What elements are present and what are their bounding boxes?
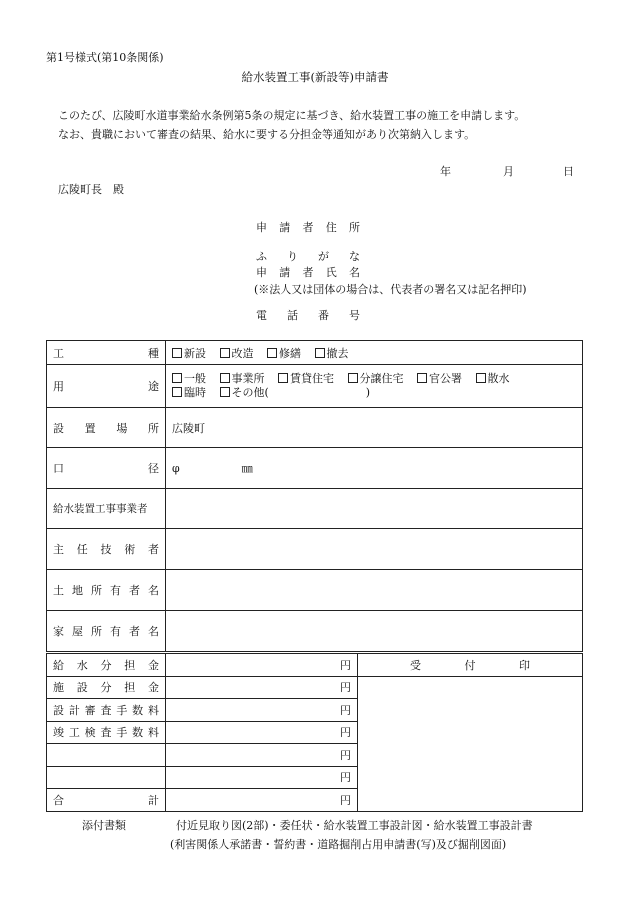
date-day: 日 bbox=[563, 165, 574, 178]
row-use: 用 途 一般 事業所 賃貸住宅 分譲住宅 官公署 散水 臨時 その他( ) bbox=[47, 365, 583, 408]
fee-amount[interactable]: 円 bbox=[166, 721, 358, 744]
row-house-owner: 家 屋 所 有 者 名 bbox=[47, 611, 583, 652]
checkbox-sprinkle[interactable]: 散水 bbox=[476, 372, 510, 385]
fee-amount[interactable]: 円 bbox=[166, 676, 358, 699]
reception-stamp-area bbox=[358, 676, 583, 811]
applicant-note: (※法人又は団体の場合は、代表者の署名又は記名押印) bbox=[254, 283, 527, 296]
fee-total-row: 合 計 円 bbox=[47, 789, 583, 812]
applicant-name-label: 申 請 者 氏 名 bbox=[256, 266, 360, 279]
location-field[interactable]: 広陵町 bbox=[166, 408, 583, 448]
attachments-line-2: (利害関係人承諾書・誓約書・道路掘削占用申請書(写)及び掘削図面) bbox=[170, 838, 507, 851]
checkbox-removal[interactable]: 撤去 bbox=[315, 347, 349, 360]
row-contractor: 給水装置工事事業者 bbox=[47, 489, 583, 529]
fee-amount[interactable]: 円 bbox=[166, 654, 358, 677]
fee-amount[interactable]: 円 bbox=[166, 699, 358, 722]
date-year: 年 bbox=[440, 165, 451, 178]
fee-amount[interactable]: 円 bbox=[166, 766, 358, 789]
intro-line-2: なお、貴職において審査の結果、給水に要する分担金等通知があり次第納入します。 bbox=[58, 128, 476, 141]
checkbox-repair[interactable]: 修繕 bbox=[267, 347, 301, 360]
checkbox-temporary[interactable]: 臨時 bbox=[172, 386, 206, 399]
fee-row: 給 水 分 担 金 円 受 付 印 bbox=[47, 654, 583, 677]
row-work-type: 工 種 新設 改造 修繕 撤去 bbox=[47, 341, 583, 365]
date-month: 月 bbox=[503, 165, 514, 178]
row-diameter: 口 径 φ ㎜ bbox=[47, 448, 583, 489]
row-location: 設 置 場 所 広陵町 bbox=[47, 408, 583, 448]
form-number: 第1号様式(第10条関係) bbox=[46, 51, 164, 64]
checkbox-new[interactable]: 新設 bbox=[172, 347, 206, 360]
intro-line-1: このたび、広陵町水道事業給水条例第5条の規定に基づき、給水装置工事の施工を申請します。 bbox=[58, 109, 526, 122]
fee-row: 竣 工 検 査 手 数 料 円 bbox=[47, 721, 583, 744]
checkbox-rental[interactable]: 賃貸住宅 bbox=[278, 372, 334, 385]
checkbox-office[interactable]: 事業所 bbox=[220, 372, 265, 385]
reception-stamp-header: 受 付 印 bbox=[358, 654, 583, 677]
addressee: 広陵町長 殿 bbox=[58, 183, 124, 196]
fee-total-amount[interactable]: 円 bbox=[166, 789, 358, 812]
row-land-owner: 土 地 所 有 者 名 bbox=[47, 570, 583, 611]
blank-fee-label[interactable] bbox=[47, 766, 166, 789]
application-table bbox=[46, 340, 583, 652]
fees-table bbox=[46, 653, 583, 812]
checkbox-other[interactable]: その他( bbox=[220, 386, 269, 399]
fee-amount[interactable]: 円 bbox=[166, 744, 358, 767]
checkbox-condo[interactable]: 分譲住宅 bbox=[348, 372, 404, 385]
phone-label: 電 話 番 号 bbox=[256, 309, 360, 322]
diameter-field[interactable]: φ ㎜ bbox=[166, 448, 583, 489]
attachments-label: 添付書類 bbox=[82, 819, 126, 832]
checkbox-remodel[interactable]: 改造 bbox=[220, 347, 254, 360]
attachments-line-1: 付近見取り図(2部)・委任状・給水装置工事設計図・給水装置工事設計書 bbox=[176, 819, 533, 832]
fee-row: 施 設 分 担 金 円 bbox=[47, 676, 583, 699]
contractor-field[interactable] bbox=[166, 489, 583, 529]
land-owner-field[interactable] bbox=[166, 570, 583, 611]
furigana-label: ふ り が な bbox=[256, 250, 360, 263]
applicant-address-label: 申 請 者 住 所 bbox=[256, 221, 360, 234]
checkbox-government[interactable]: 官公署 bbox=[417, 372, 462, 385]
blank-fee-label[interactable] bbox=[47, 744, 166, 767]
row-chief-engineer: 主 任 技 術 者 bbox=[47, 529, 583, 570]
fee-row: 設 計 審 査 手 数 料 円 bbox=[47, 699, 583, 722]
checkbox-general[interactable]: 一般 bbox=[172, 372, 206, 385]
house-owner-field[interactable] bbox=[166, 611, 583, 652]
form-title: 給水装置工事(新設等)申請書 bbox=[241, 70, 389, 84]
chief-engineer-field[interactable] bbox=[166, 529, 583, 570]
